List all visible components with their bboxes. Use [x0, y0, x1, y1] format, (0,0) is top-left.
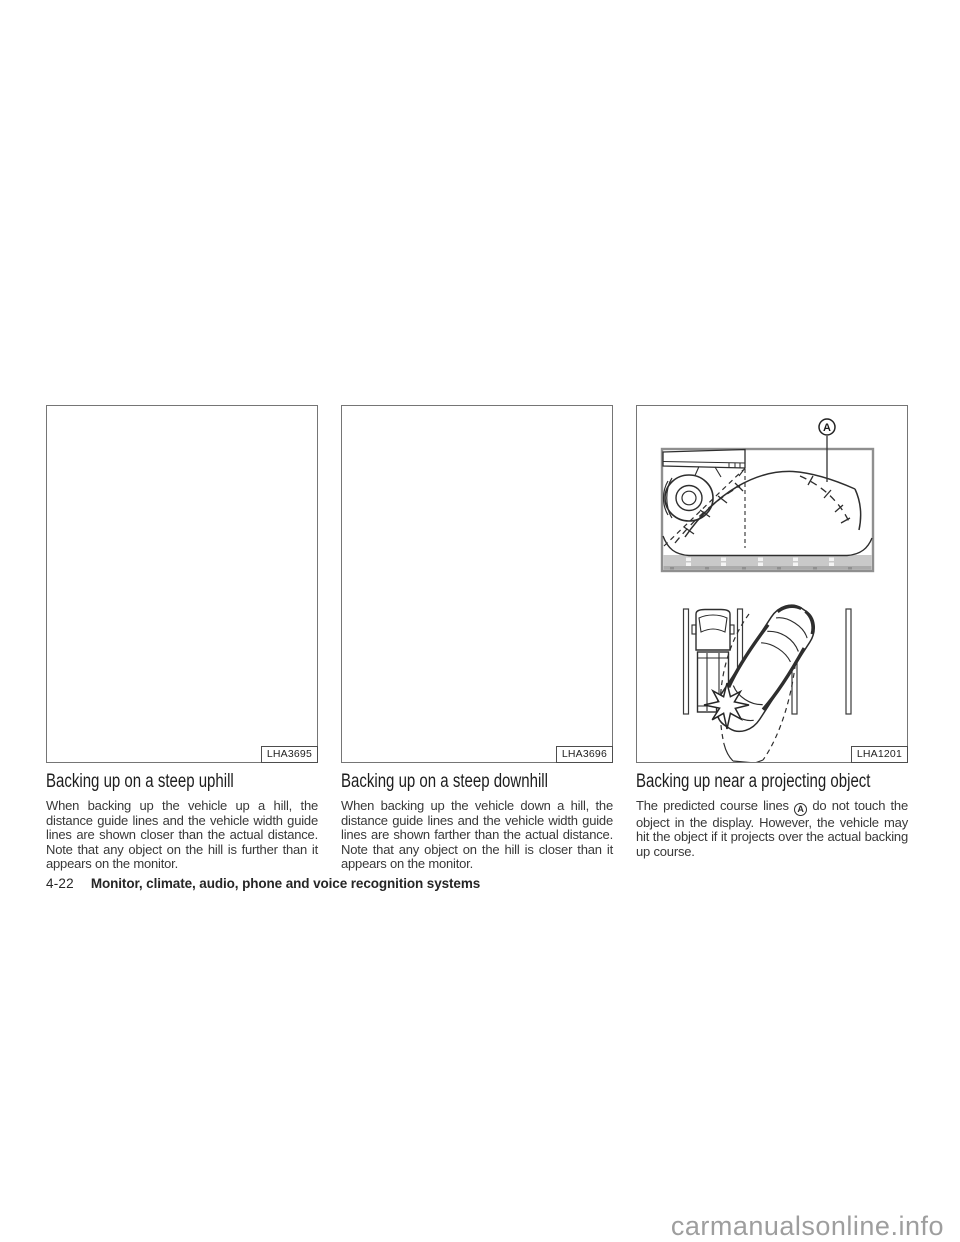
page-number: 4-22 — [46, 876, 74, 891]
section-body-downhill: When backing up the vehicle down a hill, the distance guide lines and the vehicle width guide lines are shown farther than the actual distance. Note that any object on the hill is closer than it appears on the monitor. — [341, 798, 613, 871]
content-columns — [46, 405, 908, 872]
column-projecting-object — [636, 405, 908, 872]
circled-a-symbol: A — [794, 803, 807, 816]
footer-section-title: Monitor, climate, audio, phone and voice recognition systems — [90, 876, 481, 891]
body-text-before-callout: The predicted course lines — [636, 798, 789, 813]
callout-a-letter: A — [823, 422, 831, 435]
figure-box-uphill — [46, 405, 318, 763]
projecting-object-illustration — [637, 406, 907, 762]
figure-label: LHA3695 — [261, 746, 318, 763]
body-text-after-callout: do not touch the object in the display. However, the vehicle may hit the object if it projects over the actual backing up course. — [636, 798, 908, 859]
rear-camera-view-illustration — [662, 419, 873, 571]
page-footer — [46, 876, 480, 891]
figure-box-downhill — [341, 405, 613, 763]
figure-box-projecting-object — [636, 405, 908, 763]
section-body-projecting-object — [636, 799, 908, 859]
watermark: carmanualsonline.info — [670, 1211, 944, 1241]
column-steep-uphill — [46, 405, 318, 872]
figure-label: LHA3696 — [556, 746, 613, 763]
figure-label: LHA1201 — [851, 746, 908, 763]
section-heading-uphill: Backing up on a steep uphill — [46, 771, 234, 792]
section-body-uphill: When backing up the vehicle up a hill, the distance guide lines and the vehicle width guide lines are shown closer than the actual distance. Note that any object on the hill is further than it appears on the monitor. — [46, 798, 318, 871]
overhead-parking-illustration — [684, 597, 852, 762]
section-heading-projecting-object: Backing up near a projecting object — [636, 771, 871, 792]
column-steep-downhill — [341, 405, 613, 872]
section-heading-downhill: Backing up on a steep downhill — [341, 771, 548, 792]
